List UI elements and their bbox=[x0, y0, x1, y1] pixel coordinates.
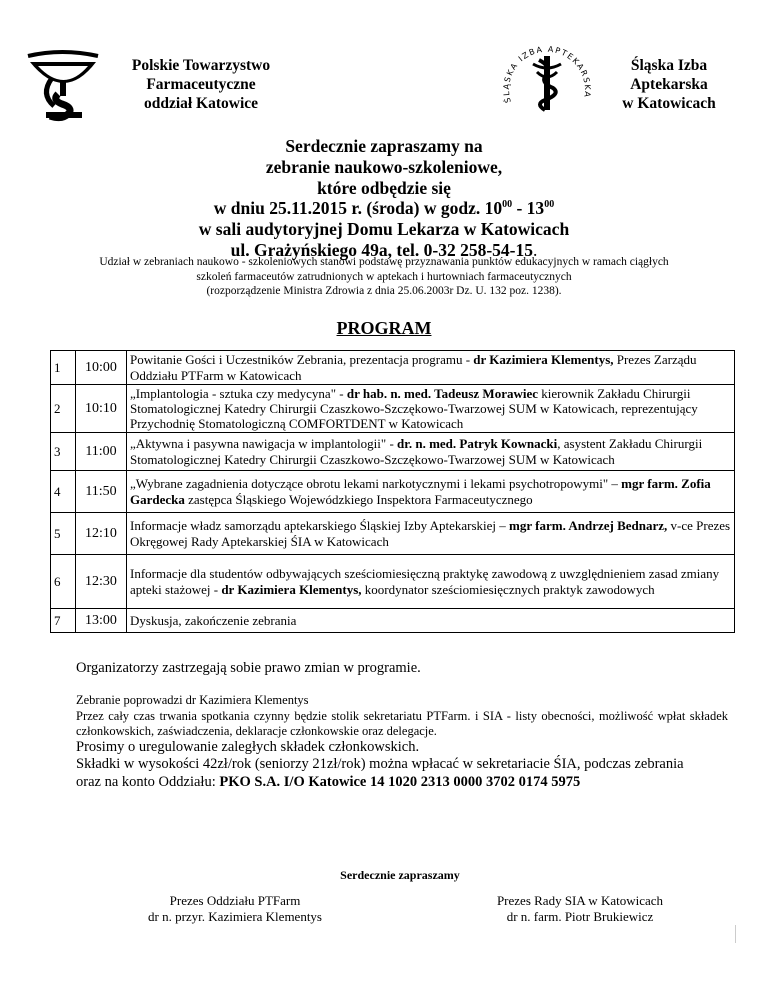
program-title: PROGRAM bbox=[336, 318, 432, 338]
fees-line bbox=[76, 774, 736, 792]
fees-plea: Prosimy o uregulowanie zaległych składek członkowskich. bbox=[76, 739, 420, 755]
margin-mark bbox=[735, 925, 736, 943]
org-line: Farmaceutyczne bbox=[146, 76, 256, 93]
org-line: oddział Katowice bbox=[143, 95, 259, 112]
program-row-description bbox=[127, 555, 735, 609]
sia-org-name bbox=[604, 56, 734, 113]
address-text: ul. Grażyńskiego 49a, tel. 0-32 258-54-15 bbox=[230, 239, 533, 260]
program-row bbox=[51, 385, 735, 433]
fees-line: Składki w wysokości 42zł/rok (seniorzy 21zł/rok) można wpłacać w sekretariacie ŚIA, podczas zebrania bbox=[76, 756, 684, 772]
signature-title: Prezes Oddziału PTFarm bbox=[169, 893, 301, 908]
secretariat-info: Przez cały czas trwania spotkania czynny będzie stolik sekretariatu PTFarm. i SIA - listy obecności, możliwość wpłat składek członkowskich, zaświadczenia, deklaracje członkowskie oraz delegacje. bbox=[76, 709, 728, 738]
speaker-name: dr hab. n. med. Tadeusz Morawiec bbox=[346, 385, 539, 401]
program-row-description bbox=[127, 351, 735, 385]
org-line: Aptekarska bbox=[630, 76, 708, 93]
signature-name: dr n. farm. Piotr Brukiewicz bbox=[506, 909, 654, 924]
program-row-description bbox=[127, 433, 735, 471]
program-row bbox=[51, 609, 735, 633]
description-text: koordynator sześciomiesięcznych praktyk zawodowych bbox=[361, 581, 655, 597]
end-minutes: 00 bbox=[544, 199, 555, 211]
note-line: (rozporządzenie Ministra Zdrowia z dnia 25.06.2003r Dz. U. 132 poz. 1238). bbox=[206, 285, 562, 297]
bank-account: PKO S.A. I/O Katowice 14 1020 2313 0000 3702 0174 5975 bbox=[219, 773, 581, 790]
description-text: Prezes Zarządu Oddziału PTFarm w Katowicach bbox=[130, 352, 697, 383]
program-row-time: 12:30 bbox=[76, 555, 127, 609]
program-row bbox=[51, 351, 735, 385]
sia-logo bbox=[497, 42, 597, 127]
program-row-time: 11:50 bbox=[76, 471, 127, 513]
fees-account-label: oraz na konto Oddziału: bbox=[76, 773, 220, 790]
program-row-time: 10:00 bbox=[76, 351, 127, 385]
speaker-name: dr. n. med. Patryk Kownacki bbox=[397, 436, 558, 452]
description-text: Dyskusja, zakończenie zebrania bbox=[130, 612, 297, 628]
program-row-number: 2 bbox=[51, 385, 76, 433]
description-text: „Aktywna i pasywna nawigacja w implantologii" - bbox=[130, 436, 398, 452]
invitation-line: zebranie naukowo-szkoleniowe, bbox=[265, 156, 503, 177]
program-row bbox=[51, 471, 735, 513]
closing-invitation: Serdecznie zapraszamy bbox=[340, 868, 460, 882]
meeting-lead: Zebranie poprowadzi dr Kazimiera Klementys bbox=[76, 693, 309, 707]
program-table-body bbox=[51, 351, 735, 633]
program-row-time: 11:00 bbox=[76, 433, 127, 471]
fees-info bbox=[76, 756, 736, 791]
ptfarm-org-name bbox=[116, 56, 286, 113]
invitation-block bbox=[0, 136, 768, 261]
organizers-note: Organizatorzy zastrzegają sobie prawo zmian w programie. bbox=[76, 660, 421, 676]
program-row-time: 13:00 bbox=[76, 609, 127, 633]
program-row-number: 6 bbox=[51, 555, 76, 609]
program-row bbox=[51, 555, 735, 609]
program-row-description bbox=[127, 471, 735, 513]
program-row-number: 4 bbox=[51, 471, 76, 513]
invitation-date bbox=[0, 198, 768, 219]
program-row bbox=[51, 433, 735, 471]
org-line: Polskie Towarzystwo bbox=[131, 57, 271, 74]
program-row-number: 1 bbox=[51, 351, 76, 385]
org-line: Śląska Izba bbox=[630, 57, 708, 74]
note-line: Udział w zebraniach naukowo - szkoleniowych stanowi podstawę przyznawania punktów edukacyjnych w ramach ciągłych bbox=[99, 256, 669, 268]
address-period: . bbox=[532, 239, 538, 260]
program-row-description bbox=[127, 513, 735, 555]
invitation-line: które odbędzie się bbox=[317, 177, 451, 198]
description-text: „Wybrane zagadnienia dotyczące obrotu lekami narkotycznymi i lekami psychotropowymi" – bbox=[130, 476, 622, 492]
description-text: Informacje władz samorządu aptekarskiego Śląskiej Izby Aptekarskiej – bbox=[130, 518, 510, 534]
speaker-name: dr Kazimiera Klementys, bbox=[221, 581, 362, 597]
org-line: w Katowicach bbox=[622, 95, 716, 112]
svg-text:ŚLĄSKA IZBA APTEKARSKA: ŚLĄSKA IZBA APTEKARSKA bbox=[501, 44, 593, 104]
description-text: Informacje dla studentów odbywających sześciomiesięczną praktykę zawodową z uwzględnieniem zasad zmiany apteki stażowej - bbox=[130, 566, 720, 597]
invitation-line: w sali audytoryjnej Domu Lekarza w Katowicach bbox=[198, 219, 570, 240]
description-text: v-ce Prezes Okręgowej Rady Aptekarskiej ŚIA w Katowicach bbox=[130, 518, 731, 549]
signature-right bbox=[455, 893, 705, 925]
program-row-time: 12:10 bbox=[76, 513, 127, 555]
speaker-name: mgr farm. Andrzej Bednarz, bbox=[509, 518, 668, 534]
program-row-description bbox=[127, 385, 735, 433]
description-text: kierownik Zakładu Chirurgii Stomatologicznej Katedry Chirurgii Czaszkowo-Szczękowo-Twarzowej SUM w Katowicach, reprezentujący Przychodnię Stomatologiczną COMFORTDENT w Katowicach bbox=[130, 385, 698, 432]
speaker-name: mgr farm. Zofia Gardecka bbox=[130, 476, 711, 507]
speaker-name: dr Kazimiera Klementys, bbox=[473, 352, 614, 368]
start-minutes: 00 bbox=[502, 199, 513, 211]
invitation-line: Serdecznie zapraszamy na bbox=[285, 136, 483, 156]
signature-name: dr n. przyr. Kazimiera Klementys bbox=[148, 909, 322, 924]
signature-title: Prezes Rady SIA w Katowicach bbox=[496, 893, 664, 908]
ptfarm-logo bbox=[22, 42, 107, 127]
signature-left bbox=[120, 893, 350, 925]
description-text: zastępca Śląskiego Wojewódzkiego Inspektora Farmaceutycznego bbox=[184, 491, 533, 507]
description-text: , asystent Zakładu Chirurgii Stomatologicznej Katedry Chirurgii Czaszkowo-Szczękowo-Twarzowej SUM w Katowicach bbox=[130, 436, 703, 467]
description-text: Powitanie Gości i Uczestników Zebrania, prezentacja programu - bbox=[130, 352, 474, 368]
program-table bbox=[50, 350, 735, 633]
program-row-time: 10:10 bbox=[76, 385, 127, 433]
description-text: „Implantologia - sztuka czy medycyna" - bbox=[130, 385, 347, 401]
program-row-description bbox=[127, 609, 735, 633]
program-row bbox=[51, 513, 735, 555]
program-row-number: 7 bbox=[51, 609, 76, 633]
date-text: w dniu 25.11.2015 r. (środa) w godz. 10 bbox=[213, 198, 503, 219]
note-line: szkoleń farmaceutów zatrudnionych w aptekach i hurtowniach farmaceutycznych bbox=[196, 270, 572, 283]
credit-note bbox=[0, 255, 768, 299]
program-row-number: 5 bbox=[51, 513, 76, 555]
program-row-number: 3 bbox=[51, 433, 76, 471]
time-separator: - 13 bbox=[512, 198, 545, 219]
